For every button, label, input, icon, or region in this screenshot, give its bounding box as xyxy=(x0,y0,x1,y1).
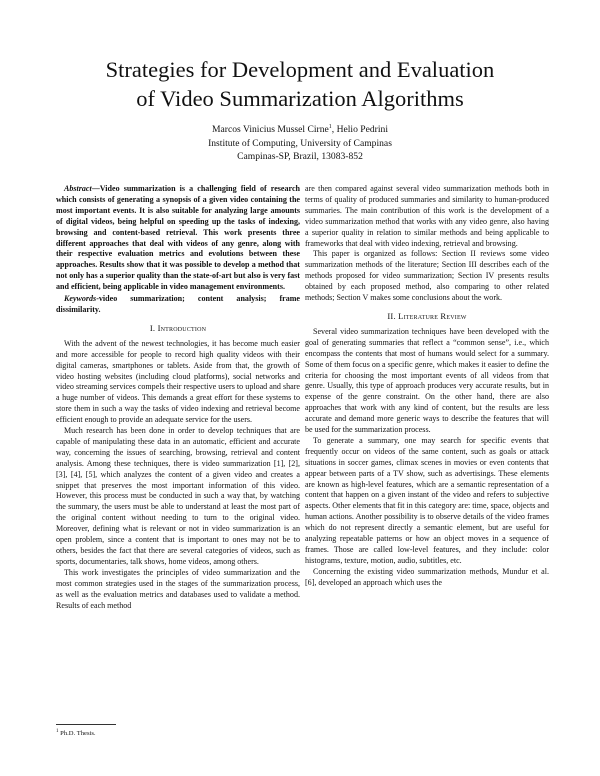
footnote-mark: 1 xyxy=(56,729,59,734)
keywords-text: -video summarization; content analysis; frame dissimilarity. xyxy=(56,294,300,314)
abstract-label: Abstract xyxy=(64,184,92,193)
footnote-text: Ph.D. Thesis. xyxy=(58,730,96,737)
right-column xyxy=(305,184,549,589)
keywords-label: Keywords xyxy=(64,294,97,304)
title-line-1: Strategies for Development and Evaluation xyxy=(105,57,495,82)
literature-paragraph-3: Concerning the existing video summarization methods, Mundur et al. [6], developed an approach which uses the xyxy=(305,566,549,587)
keywords xyxy=(56,294,300,316)
author-footnote-mark: 1 xyxy=(328,124,332,130)
literature-paragraph-1: Several video summarization techniques have been developed with the goal of generating summaries that reflect a “common sense”, i.e., which encompass the contents that most of humans would select for a summary. Some of them focus on a specific genre, which makes it easier to define the criteria for choosing the most important events of all videos from that genre. Usually, this type of approach produces very accurate results, but in expense of the genre constraint. On the other hand, there are also approaches that work with any kind of content, but the results are less accurate and demand more generic ways to describe the features that will be used for the summarization process. xyxy=(305,326,549,435)
intro-paragraph-4: are then compared against several video summarization methods both in terms of quality of produced summaries and similarity to human-produced summaries. The main contribution of this work is the development of a video summarization method that works with any video genre, also having a superior quality in relation to similar methods and being applicable to frameworks that deal with video indexing, retrieval and browsing. xyxy=(305,184,549,248)
paper-title xyxy=(40,55,560,113)
intro-paragraph-3: This work investigates the principles of video summarization and the most common strategies used in the stages of the summarization process, as well as the evaluation metrics and databases used to validate a method. Results of each method xyxy=(56,567,300,610)
author-names xyxy=(60,123,540,137)
address: Campinas-SP, Brazil, 13083-852 xyxy=(237,151,363,163)
literature-paragraph-2: To generate a summary, one may search for specific events that frequently occur on videos of the same content, such as goals or attack situations in soccer games, climax scenes in movies or even contents that appear between parts of a TV show, such as advertisings. These elements are known as high-level features, which are a semantic representation of a content that happen on a given instant of the video and refers to subjective aspects. Other elements that fit in this category are: time, space, objects and human actions. Another possibility is to observe details of the video frames which do not represent directly a semantic element, but are useful for analyzing repeatable patterns or how an object moves in a sequence of frames. Those are called low-level features, and they include: color histograms, texture, motion, audio, subtitles, etc. xyxy=(305,435,549,565)
affiliation: Institute of Computing, University of Campinas xyxy=(208,137,392,149)
footnote-rule xyxy=(56,724,116,725)
title-line-2: of Video Summarization Algorithms xyxy=(136,86,464,111)
section-heading-literature-review: II. Literature Review xyxy=(387,310,467,321)
left-column xyxy=(56,184,300,611)
footnote xyxy=(56,730,300,737)
intro-paragraph-1: With the advent of the newest technologies, it has become much easier and more accessible for people to record high quality videos with their digital cameras, smartphones or tablets. Aside from that, the growth of video hosting websites (including cloud platforms), social networks and video streaming services compels their respective users to upload and share a huge number of videos. This demands a great effort for these systems to store them in such a way the tasks of video indexing and retrieval become efficient enough to provide an adequate service for the users. xyxy=(56,338,300,425)
abstract-text: —Video summarization is a challenging field of research which consists of generating a synopsis of a given video containing the most important events. It is also suitable for analyzing large amounts of digital videos, being helpful on speeding up the tasks of indexing, browsing and content-based retrieval. This work presents three different approaches that deal with videos of any genre, along with their respective evaluation metrics and evolutions between these approaches. Results show that it was possible to develop a method that not only has a superior quality than the state-of-art but also is very fast and efficient, being applicable in video management environments. xyxy=(56,184,300,292)
author-primary: Marcos Vinicius Mussel Cirne xyxy=(212,124,329,135)
author-block xyxy=(60,123,540,164)
author-secondary: , Helio Pedrini xyxy=(331,124,388,135)
intro-paragraph-2: Much research has been done in order to develop techniques that are capable of manipulating these data in an automatic, efficient and accurate way, concerning the issues of searching, browsing, retrieval and content analysis. Among these techniques, there is video summarization [1], [2], [3], [4], [5], which analyzes the content of a given video and creates a snippet that preserves the most important information of this video. However, this process must be conducted in such a way that, by watching the summary, the users must be able to understand at least the most part of the original content without needing to turn to the original video. Moreover, defining what is relevant or not in video summarization is an open problem, since a content that is important to ones may not be to others, besides the fact that there are several categories of videos, such as sports, documentaries, talk shows, home videos, among others. xyxy=(56,426,300,566)
intro-paragraph-5: This paper is organized as follows: Section II reviews some video summarization methods of the literature; Section III describes each of the methods proposed for video summarization; Section IV presents results obtained by each proposed method, also comparing to other related methods; Section V makes some conclusions about the work. xyxy=(305,249,549,303)
section-heading-introduction: I. Introduction xyxy=(149,322,207,333)
abstract xyxy=(56,184,300,293)
